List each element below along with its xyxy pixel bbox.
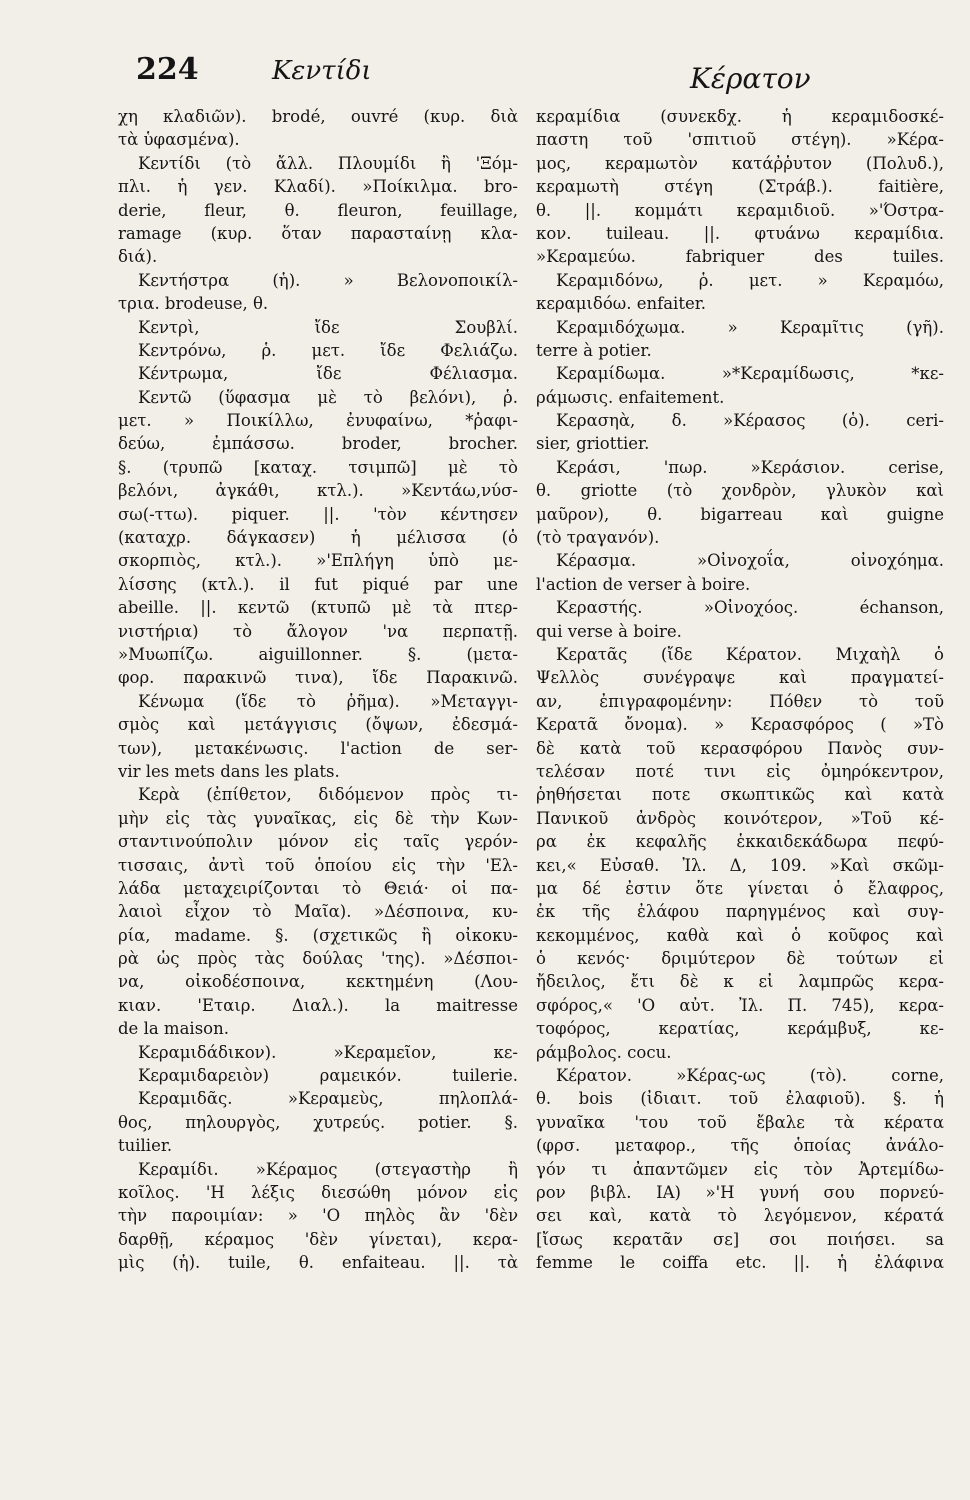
text-line: Κερατᾶς (ἴδε Κέρατον. Μιχαὴλ ὁ — [556, 644, 944, 664]
text-line: παστη τοῦ 'σπιτιοῦ στέγη). »Κέρα- — [536, 130, 944, 150]
text-line: λαιοὶ εἶχον τὸ Μαῖα). »Δέσποινα, κυ- — [118, 902, 518, 922]
text-line: μος, κεραμωτὸν κατάῤῥυτον (Πολυδ.), — [536, 153, 944, 173]
text-line: terre à potier. — [536, 340, 652, 360]
text-line: Κεντρὶ, ἴδε Σουβλί. — [138, 317, 518, 337]
text-line: πλι. ἡ γεν. Κλαδί). »Ποίκιλμα. bro- — [118, 177, 518, 197]
text-line: ἤδειλος, ἔτι δὲ κ εἰ λαμπρῶς κερα- — [536, 972, 944, 992]
text-line: ρον βιβλ. ΙΑ) »'Η γυνή σου πορνεύ- — [536, 1182, 944, 1202]
text-line: Κεραμιδόχωμα. » Κεραμῖτις (γῆ). — [556, 317, 944, 337]
text-line: κον. tuileau. ||. φτυάνω κεραμίδια. — [536, 223, 944, 243]
text-line: Κεντήστρα (ἡ). » Βελονοποικίλ- — [138, 270, 518, 290]
text-line: τελέσαν ποτέ τινι εἰς ὀμηρόκεντρον, — [536, 761, 944, 781]
text-line: ramage (κυρ. ὅταν παρασταίνῃ κλα- — [118, 223, 518, 243]
text-line: ράμβολος. cocu. — [536, 1042, 672, 1062]
text-line: ῥηθήσεται ποτε σκωπτικῶς καὶ κατὰ — [536, 785, 944, 805]
running-header — [0, 0, 970, 100]
text-line: κεραμίδια (συνεκδχ. ἡ κεραμιδοσκέ- — [536, 107, 944, 126]
text-line: Κερατᾶ ὄνομα). » Κερασφόρος ( »Τὸ — [536, 715, 944, 735]
text-line: sier, griottier. — [536, 434, 650, 454]
text-line: λάδα μεταχειρίζονται τὸ Θειά· οἱ πα- — [118, 878, 518, 898]
text-line: vir les mets dans les plats. — [118, 761, 340, 781]
text-line: τὰ ὑφασμένα). — [118, 130, 240, 150]
text-line: »Κεραμεύω. fabriquer des tuiles. — [536, 247, 944, 267]
text-line: χη κλαδιῶν). brodé, ouvré (κυρ. διὰ — [118, 107, 518, 126]
text-line: κεκομμένος, καθὰ καὶ ὁ κοῦφος καὶ — [536, 925, 944, 945]
text-line: κοῖλος. 'Η λέξις διεσώθη μόνον εἰς — [118, 1182, 518, 1202]
text-line: ράμωσις. enfaitement. — [536, 387, 725, 407]
text-line: θ. bois (ἰδιαιτ. τοῦ ἐλαφιοῦ). §. ἡ — [536, 1089, 944, 1109]
text-line: τὴν παροιμίαν: » 'Ο πηλὸς ἂν 'δὲν — [118, 1206, 518, 1226]
text-line: Κεραμιδόνω, ῥ. μετ. » Κεραμόω, — [556, 270, 944, 290]
text-line: Κεντρόνω, ῥ. μετ. ἴδε Φελιάζω. — [138, 340, 518, 360]
text-line: ὁ κενός· δριμύτερον δὲ τούτων εἰ — [536, 949, 944, 969]
text-line: Κεραμιδάδικον). »Κεραμεῖον, κε- — [138, 1042, 518, 1062]
text-line: σκορπιὸς, κτλ.). »'Επλήγη ὑπὸ με- — [118, 551, 518, 571]
text-line: Πανικοῦ ἀνδρὸς κοινότερον, »Τοῦ κέ- — [536, 808, 944, 828]
text-line: femme le coiffa etc. ||. ἡ ἐλάφινα — [536, 1253, 944, 1273]
text-line: κει,« Εὐσαθ. Ἰλ. Δ, 109. »Καὶ σκῶμ- — [536, 855, 944, 875]
text-line: τρια. brodeuse, θ. — [118, 294, 269, 314]
text-line: (καταχρ. δάγκασεν) ἡ μέλισσα (ὁ — [118, 528, 518, 548]
text-line: ἐκ τῆς ἐλάφου παρηγμένος καὶ συγ- — [536, 902, 944, 922]
text-line: §. (τρυπῶ [καταχ. τσιμπῶ] μὲ τὸ — [118, 457, 518, 477]
text-line: [ἴσως κερατᾶν σε] σοι ποιήσει. sa — [536, 1229, 944, 1249]
left-text-column — [118, 105, 518, 1275]
text-line: μαῦρον), θ. bigarreau καὶ guigne — [536, 504, 944, 524]
text-line: l'action de verser à boire. — [536, 574, 751, 594]
text-line: Κένωμα (ἴδε τὸ ῥῆμα). »Μεταγγι- — [138, 691, 518, 711]
text-line: σταντινούπολιν μόνον εἰς ταῖς γερόν- — [118, 832, 518, 852]
text-line: Κεντῶ (ὕφασμα μὲ τὸ βελόνι), ῥ. — [138, 387, 518, 407]
right-text-column — [536, 105, 944, 1275]
text-line: γόν τι ἀπαντῶμεν εἰς τὸν Ἀρτεμίδω- — [536, 1159, 944, 1179]
text-line: Κέρατον. »Κέρας-ως (τὸ). corne, — [556, 1066, 944, 1086]
text-line: λίσσης (κτλ.). il fut piqué par une — [118, 574, 518, 594]
text-line: κιαν. 'Εταιρ. Διαλ.). la maitresse — [118, 995, 518, 1015]
text-line: (τὸ τραγανόν). — [536, 528, 660, 548]
text-line: μα δέ ἐστιν ὅτε γίνεται ὁ ἔλαφρος, — [536, 878, 944, 898]
text-line: θ. griotte (τὸ χονδρὸν, γλυκὸν καὶ — [536, 481, 944, 501]
text-line: κεραμωτὴ στέγη (Στράβ.). faitière, — [536, 177, 944, 197]
page-number: 224 — [136, 52, 199, 87]
text-line: σω(-ττω). piquer. ||. 'τὸν κέντησεν — [118, 504, 518, 524]
text-line: να, οἰκοδέσποινα, κεκτημένη (Λου- — [118, 972, 518, 992]
text-line: (φρσ. μεταφορ., τῆς ὁποίας ἀνάλο- — [536, 1136, 944, 1156]
text-line: θ. ||. κομμάτι κεραμιδιοῦ. »'Όστρα- — [536, 200, 944, 220]
text-line: ρα ἐκ κεφαλῆς ἑκκαιδεκάδωρα πεφύ- — [536, 832, 944, 852]
text-line: θος, πηλουργὸς, χυτρεύς. potier. §. — [118, 1112, 518, 1132]
text-line: μετ. » Ποικίλλω, ἐνυφαίνω, *ῥαφι- — [118, 411, 518, 431]
text-line: μὴν εἰς τὰς γυναῖκας, εἰς δὲ τὴν Κων- — [118, 808, 518, 828]
text-line: διά). — [118, 247, 158, 267]
text-line: Κεραμίδωμα. »*Κεραμίδωσις, *κε- — [556, 364, 944, 384]
text-line: Κεραμιδᾶς. »Κεραμεὺς, πηλοπλά- — [138, 1089, 518, 1109]
text-line: ρία, madame. §. (σχετικῶς ἢ οἰκοκυ- — [118, 925, 518, 945]
text-line: σφόρος,« 'Ο αὐτ. Ἰλ. Π. 745), κερα- — [536, 995, 944, 1015]
text-line: Κέντρωμα, ἴδε Φέλιασμα. — [138, 364, 518, 384]
text-line: δὲ κατὰ τοῦ κερασφόρου Πανὸς συν- — [536, 738, 944, 758]
text-line: δεύω, ἐμπάσσω. broder, brocher. — [118, 434, 518, 454]
text-line: βελόνι, ἀγκάθι, κτλ.). »Κεντάω,νύσ- — [118, 481, 518, 501]
text-line: Κεράσι, 'πωρ. »Κεράσιον. cerise, — [556, 457, 944, 477]
text-line: φορ. παρακινῶ τινα), ἴδε Παρακινῶ. — [118, 668, 518, 688]
left-guide-word: Κεντίδι — [272, 56, 372, 86]
text-line: τοφόρος, κερατίας, κεράμβυξ, κε- — [536, 1019, 944, 1039]
text-line: Κερὰ (ἐπίθετον, διδόμενον πρὸς τι- — [138, 785, 518, 805]
text-line: qui verse à boire. — [536, 621, 682, 641]
text-line: Κεραμίδι. »Κέραμος (στεγαστὴρ ἢ — [138, 1159, 518, 1179]
text-line: των), μετακένωσις. l'action de ser- — [118, 738, 518, 758]
text-line: τισσαις, ἀντὶ τοῦ ὁποίου εἰς τὴν 'Ελ- — [118, 855, 518, 875]
text-line: Κέρασμα. »Οἰνοχοΐα, οἰνοχόημα. — [556, 551, 944, 571]
right-guide-word: Κέρατον — [690, 62, 811, 95]
text-line: γυναῖκα 'του τοῦ ἔβαλε τὰ κέρατα — [536, 1112, 944, 1132]
text-line: tuilier. — [118, 1136, 173, 1156]
text-line: abeille. ||. κεντῶ (κτυπῶ μὲ τὰ πτερ- — [118, 598, 518, 618]
text-line: νιστήρια) τὸ ἄλογον 'να περπατῇ. — [118, 621, 518, 641]
text-line: »Μυωπίζω. aiguillonner. §. (μετα- — [118, 644, 518, 664]
text-line: Ψελλὸς συνέγραψε καὶ πραγματεί- — [536, 668, 944, 688]
text-line: Κεραμιδαρειὸν) ραμεικόν. tuilerie. — [138, 1066, 518, 1086]
text-line: σμὸς καὶ μετάγγισις (ὄψων, ἐδεσμά- — [118, 715, 518, 735]
text-line: ρὰ ὡς πρὸς τὰς δούλας 'της). »Δέσποι- — [118, 949, 518, 969]
text-line: μὶς (ἡ). tuile, θ. enfaiteau. ||. τὰ — [118, 1253, 518, 1273]
text-line: de la maison. — [118, 1019, 229, 1039]
text-line: δαρθῇ, κέραμος 'δὲν γίνεται), κερα- — [118, 1229, 518, 1249]
text-line: κεραμιδόω. enfaiter. — [536, 294, 707, 314]
text-line: Κερασηὰ, δ. »Κέρασος (ὁ). ceri- — [556, 411, 944, 431]
text-line: Κεραστής. »Οἰνοχόος. échanson, — [556, 598, 944, 618]
text-line: derie, fleur, θ. fleuron, feuillage, — [118, 200, 518, 220]
text-line: αν, ἐπιγραφομένην: Πόθεν τὸ τοῦ — [536, 691, 944, 711]
text-line: σει καὶ, κατὰ τὸ λεγόμενον, κέρατά — [536, 1206, 944, 1226]
text-line: Κεντίδι (τὸ ἄλλ. Πλουμίδι ἢ 'Ξόμ- — [138, 153, 518, 173]
